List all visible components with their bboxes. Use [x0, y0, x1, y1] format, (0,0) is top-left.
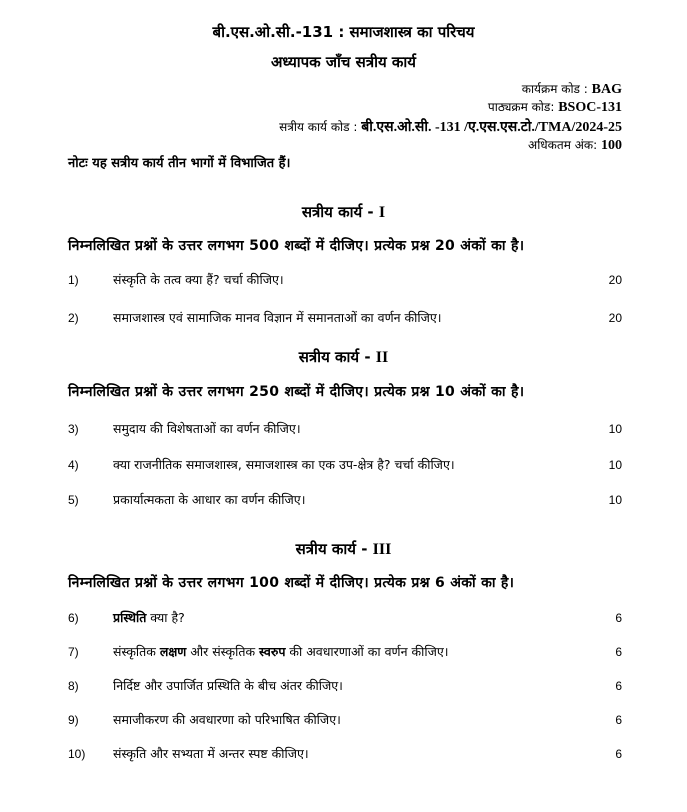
- question-bold-term: स्वरुप: [259, 644, 286, 659]
- question-marks: 10: [608, 493, 622, 507]
- question-text-rest: क्या है?: [146, 610, 185, 625]
- question-marks: 6: [615, 611, 622, 625]
- question-text: समाजीकरण की अवधारणा को परिभाषित कीजिए।: [113, 712, 341, 727]
- section-heading-1: [0, 202, 687, 222]
- assignment-code-value: बी.एस.ओ.सी. -131 /ए.एस.एस.टो./TMA/2024-25: [361, 120, 622, 135]
- question-marks: 10: [608, 458, 622, 472]
- question-number: 10): [68, 747, 86, 761]
- question-number: 7): [68, 645, 79, 659]
- question-text-part: और संस्कृतिक: [186, 644, 260, 659]
- question-text-part: संस्कृतिक: [113, 644, 160, 659]
- question-bold-term: प्रस्थिति: [113, 610, 147, 625]
- question-text: [113, 643, 449, 660]
- section-roman: II: [375, 349, 389, 366]
- question-number: 4): [68, 458, 79, 472]
- question-text: संस्कृति और सभ्यता में अन्तर स्पष्ट कीजिए।: [113, 746, 309, 761]
- question-marks: 6: [615, 679, 622, 693]
- question-marks: 6: [615, 645, 622, 659]
- section-roman: I: [378, 204, 386, 221]
- question-text: निर्दिष्ट और उपार्जित प्रस्थिति के बीच अंतर कीजिए।: [113, 678, 343, 693]
- programme-code-value: BAG: [591, 82, 622, 97]
- programme-code: [522, 80, 622, 98]
- section-instruction-3: निम्नलिखित प्रश्नों के उत्तर लगभग 100 शब्दों में दीजिए। प्रत्येक प्रश्न 6 अंकों का है।: [68, 575, 515, 591]
- course-code-label: पाठ्यक्रम कोड:: [487, 100, 555, 114]
- question-number: 9): [68, 713, 79, 727]
- question-number: 8): [68, 679, 79, 693]
- question-marks: 20: [608, 273, 622, 287]
- section-heading-prefix: सत्रीय कार्य -: [298, 348, 371, 366]
- question-text: समाजशास्त्र एवं सामाजिक मानव विज्ञान में समानताओं का वर्णन कीजिए।: [113, 310, 442, 325]
- max-marks-value: 100: [601, 138, 622, 153]
- section-heading-prefix: सत्रीय कार्य -: [301, 203, 374, 221]
- section-roman: III: [372, 541, 392, 558]
- question-marks: 20: [608, 311, 622, 325]
- section-heading-prefix: सत्रीय कार्य -: [295, 540, 368, 558]
- question-marks: 10: [608, 422, 622, 436]
- page-title: बी.एस.ओ.सी.-131 : समाजशास्त्र का परिचय: [212, 23, 475, 41]
- question-text: [113, 609, 185, 626]
- question-number: 2): [68, 311, 79, 325]
- section-heading-2: [0, 347, 687, 367]
- section-instruction-1: निम्नलिखित प्रश्नों के उत्तर लगभग 500 शब्दों में दीजिए। प्रत्येक प्रश्न 20 अंकों का है।: [68, 238, 525, 254]
- question-number: 5): [68, 493, 79, 507]
- question-number: 6): [68, 611, 79, 625]
- question-number: 3): [68, 422, 79, 436]
- max-marks: [528, 136, 622, 154]
- assignment-code-label: सत्रीय कार्य कोड :: [279, 120, 358, 134]
- assignment-code: [279, 117, 622, 136]
- question-text-part: की अवधारणाओं का वर्णन कीजिए।: [285, 644, 449, 659]
- course-code: [488, 98, 622, 116]
- question-text: संस्कृति के तत्व क्या हैं? चर्चा कीजिए।: [113, 272, 284, 287]
- question-text: प्रकार्यात्मकता के आधार का वर्णन कीजिए।: [113, 492, 306, 507]
- section-heading-3: [0, 539, 687, 559]
- section-instruction-2: निम्नलिखित प्रश्नों के उत्तर लगभग 250 शब्दों में दीजिए। प्रत्येक प्रश्न 10 अंकों का है।: [68, 384, 525, 400]
- question-bold-term: लक्षण: [159, 644, 187, 659]
- question-text: क्या राजनीतिक समाजशास्त्र, समाजशास्त्र का एक उप-क्षेत्र है? चर्चा कीजिए।: [113, 457, 455, 472]
- programme-code-label: कार्यक्रम कोड :: [521, 82, 588, 96]
- max-marks-label: अधिकतम अंक:: [528, 138, 598, 152]
- note-text: नोटः यह सत्रीय कार्य तीन भागों में विभाजित हैं।: [68, 156, 291, 171]
- page-subtitle: अध्यापक जाँच सत्रीय कार्य: [270, 53, 417, 71]
- question-text: समुदाय की विशेषताओं का वर्णन कीजिए।: [113, 421, 301, 436]
- question-number: 1): [68, 273, 79, 287]
- course-code-value: BSOC-131: [558, 100, 622, 115]
- question-marks: 6: [615, 713, 622, 727]
- question-marks: 6: [615, 747, 622, 761]
